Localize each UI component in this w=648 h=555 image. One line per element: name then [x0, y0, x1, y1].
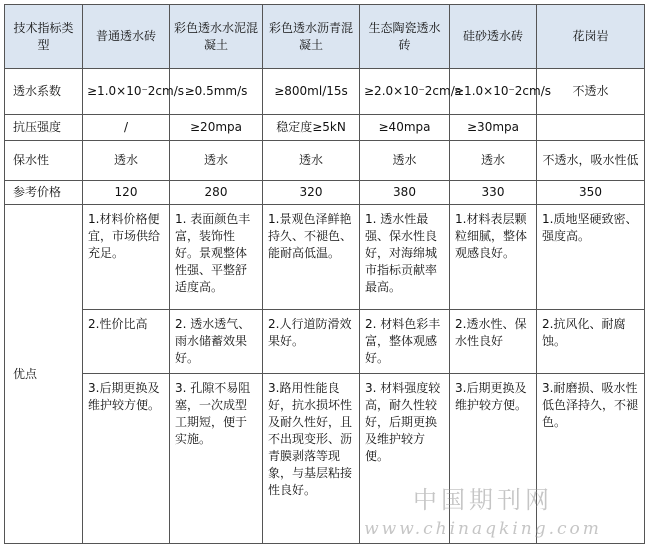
advantage-cell: 3. 孔隙不易阻塞，一次成型工期短，便于实施。: [170, 374, 263, 544]
table-cell: ≥1.0×10⁻2cm/s: [450, 69, 537, 115]
table-cell: 透水: [263, 141, 360, 181]
advantage-cell: 3.耐磨损、吸水性低色泽持久，不褪色。: [537, 374, 645, 544]
advantage-cell: 3.后期更换及维护较方便。: [450, 374, 537, 544]
table-cell: ≥40mpa: [360, 115, 450, 141]
row-label: 透水系数: [5, 69, 83, 115]
advantage-cell: 1.景观色泽鲜艳持久、不褪色、能耐高低温。: [263, 205, 360, 310]
advantage-cell: 2.性价比高: [83, 310, 170, 374]
comparison-table: [4, 4, 645, 544]
table-row: [5, 141, 645, 181]
advantage-cell: 1.质地坚硬致密、强度高。: [537, 205, 645, 310]
advantage-cell: 2. 材料色彩丰富，整体观感好。: [360, 310, 450, 374]
advantage-cell: 1.材料价格便宜，市场供给充足。: [83, 205, 170, 310]
advantage-cell: 3.路用性能良好，抗水损坏性及耐久性好，且不出现变形、沥青膜剥落等现象，与基层粘接性良好。: [263, 374, 360, 544]
table-row: [5, 69, 645, 115]
table-cell: 不透水: [537, 69, 645, 115]
advantage-cell: 1. 表面颜色丰富，装饰性好。景观整体性强、平整舒适度高。: [170, 205, 263, 310]
header-row: [5, 5, 645, 69]
header-cell: 硅砂透水砖: [450, 5, 537, 69]
table-cell: ≥30mpa: [450, 115, 537, 141]
watermark-url: www.chinaqking.com: [364, 519, 602, 539]
table-cell: ≥0.5mm/s: [170, 69, 263, 115]
table-cell: ≥2.0×10⁻2cm/s: [360, 69, 450, 115]
table-row: [5, 115, 645, 141]
table-cell: ≥1.0×10⁻2cm/s: [83, 69, 170, 115]
watermark-text: 中国期刊网: [413, 486, 553, 514]
advantages-row: [5, 310, 645, 374]
advantage-cell: 1.材料表层颗粒细腻，整体观感良好。: [450, 205, 537, 310]
table-cell: 稳定度≥5kN: [263, 115, 360, 141]
header-cell: 技术指标类型: [5, 5, 83, 69]
table-cell: ≥800ml/15s: [263, 69, 360, 115]
table-cell: /: [83, 115, 170, 141]
row-label: 抗压强度: [5, 115, 83, 141]
advantage-cell: 2.透水性、保水性良好: [450, 310, 537, 374]
advantage-cell: 2.人行道防滑效果好。: [263, 310, 360, 374]
table-cell: 透水: [170, 141, 263, 181]
header-cell: 彩色透水水泥混凝土: [170, 5, 263, 69]
table-cell: ≥20mpa: [170, 115, 263, 141]
table-cell: 不透水，吸水性低: [537, 141, 645, 181]
header-cell: 彩色透水沥青混凝土: [263, 5, 360, 69]
table-cell: 120: [83, 181, 170, 205]
table-row: [5, 181, 645, 205]
advantages-row: [5, 374, 645, 544]
advantage-cell: 2. 透水透气、雨水储蓄效果好。: [170, 310, 263, 374]
row-label: 参考价格: [5, 181, 83, 205]
advantages-row: [5, 205, 645, 310]
table-cell: 透水: [450, 141, 537, 181]
advantage-cell: 2.抗风化、耐腐蚀。: [537, 310, 645, 374]
header-cell: 生态陶瓷透水砖: [360, 5, 450, 69]
advantage-cell: 1. 透水性最强、保水性良好，对海绵城市指标贡献率最高。: [360, 205, 450, 310]
table-cell: 380: [360, 181, 450, 205]
advantage-cell: 3. 材料强度较高，耐久性较好，后期更换及维护较方便。: [360, 374, 450, 544]
table-cell: 320: [263, 181, 360, 205]
header-cell: 普通透水砖: [83, 5, 170, 69]
table-cell: 350: [537, 181, 645, 205]
advantage-cell: 3.后期更换及维护较方便。: [83, 374, 170, 544]
row-label: 保水性: [5, 141, 83, 181]
table-cell: [537, 115, 645, 141]
row-label-advantages: 优点: [5, 205, 83, 544]
header-cell: 花岗岩: [537, 5, 645, 69]
table-cell: 330: [450, 181, 537, 205]
table-cell: 透水: [83, 141, 170, 181]
table-cell: 透水: [360, 141, 450, 181]
table-cell: 280: [170, 181, 263, 205]
